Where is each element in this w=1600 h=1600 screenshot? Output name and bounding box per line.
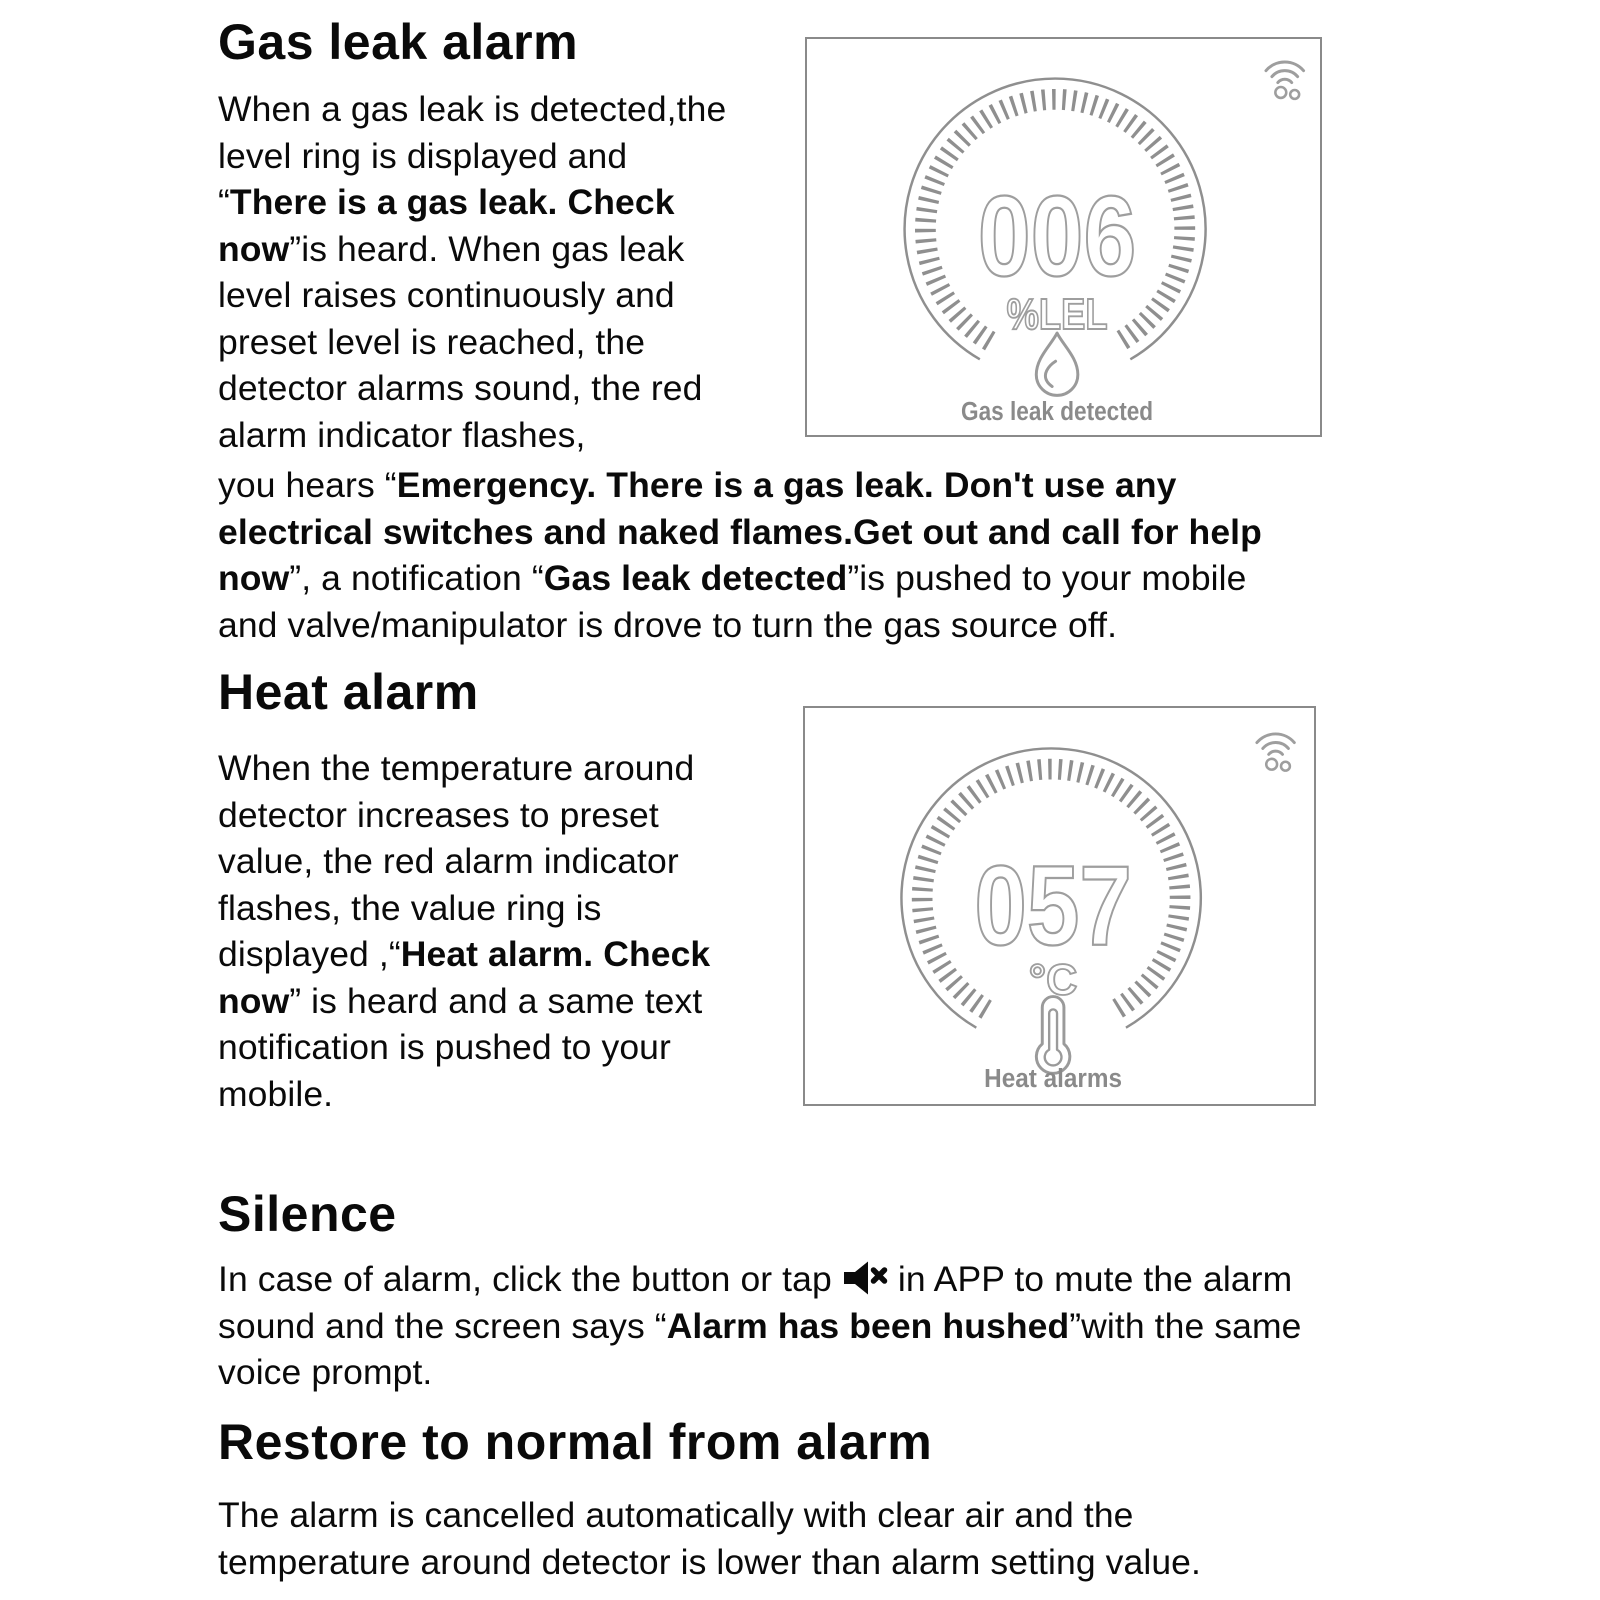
heat-screen-caption: Heat alarms — [984, 1065, 1123, 1094]
text-run: displayed ,“ — [218, 934, 401, 974]
text-run: When the temperature around — [218, 748, 695, 788]
text-run: in APP to mute the alarm — [897, 1259, 1293, 1299]
text-run: sound and the screen says “ — [218, 1305, 667, 1346]
silence-heading: Silence — [218, 1186, 397, 1242]
heat-unit: °C — [1028, 956, 1078, 1005]
restore-paragraph — [218, 1492, 1418, 1585]
text-run: you hears “ — [218, 465, 397, 505]
text-run-bold: now — [218, 228, 290, 269]
text-run: ”is pushed to your mobile — [847, 558, 1247, 598]
text-run: “ — [218, 182, 230, 222]
text-run: detector increases to preset — [218, 794, 659, 835]
text-run-bold: electrical switches and naked flames.Get out and call for help — [218, 511, 1262, 552]
gas-alarm-continued-paragraph — [218, 462, 1398, 648]
wifi-icon — [1266, 62, 1304, 99]
text-run: and valve/manipulator is drove to turn the gas source off. — [218, 604, 1118, 645]
text-run: alarm indicator flashes, — [218, 414, 586, 455]
text-run: mobile. — [218, 1073, 334, 1114]
text-run-bold: now — [218, 980, 290, 1021]
text-run: The alarm is cancelled automatically with clear air and the — [218, 1495, 1134, 1535]
text-run: In case of alarm, click the button or tap — [218, 1259, 832, 1299]
text-run: notification is pushed to your — [218, 1027, 671, 1067]
text-run: preset level is reached, the — [218, 321, 646, 362]
heat-alarm-paragraph — [218, 745, 818, 1117]
gas-screen-caption: Gas leak detected — [961, 398, 1154, 427]
silence-paragraph — [218, 1256, 1398, 1396]
text-run-bold: Gas leak detected — [543, 558, 848, 598]
text-run: ” is heard and a same text — [289, 980, 703, 1021]
restore-to-normal-heading: Restore to normal from alarm — [218, 1414, 933, 1470]
text-run: ”, a notification “ — [289, 558, 544, 598]
gas-screen-graphic — [807, 39, 1320, 435]
text-run: value, the red alarm indicator — [218, 841, 679, 881]
text-run: ”is heard. When gas leak — [289, 228, 685, 269]
gas-level-unit: %LEL — [1006, 291, 1108, 340]
text-run: When a gas leak is detected,the — [218, 89, 727, 129]
gas-level-value: 006 — [977, 173, 1137, 301]
text-run-bold: There is a gas leak. Check — [229, 182, 675, 222]
gas-leak-alarm-heading: Gas leak alarm — [218, 14, 579, 70]
heat-detector-screen — [803, 706, 1316, 1106]
text-run: level ring is displayed and — [218, 135, 628, 176]
text-run: ”with the same — [1069, 1305, 1302, 1346]
text-run: level raises continuously and — [218, 275, 675, 315]
thermometer-icon — [1036, 997, 1069, 1074]
heat-value: 057 — [974, 842, 1132, 969]
mute-speaker-icon — [842, 1261, 888, 1295]
gas-detector-screen — [805, 37, 1322, 437]
text-run: detector alarms sound, the red — [218, 368, 703, 408]
text-run-bold: Alarm has been hushed — [666, 1305, 1070, 1346]
text-run: flashes, the value ring is — [218, 887, 602, 928]
wifi-icon — [1257, 734, 1294, 771]
gas-leak-alarm-paragraph — [218, 86, 818, 458]
heat-alarm-heading: Heat alarm — [218, 664, 479, 720]
text-run-bold: Emergency. There is a gas leak. Don't use any — [396, 465, 1177, 505]
flame-icon — [1036, 333, 1078, 395]
text-run: temperature around detector is lower than alarm setting value. — [218, 1541, 1201, 1582]
heat-screen-graphic — [805, 708, 1314, 1104]
text-run: voice prompt. — [218, 1352, 433, 1392]
text-run-bold: now — [218, 558, 290, 598]
text-run-bold: Heat alarm. Check — [400, 934, 711, 974]
